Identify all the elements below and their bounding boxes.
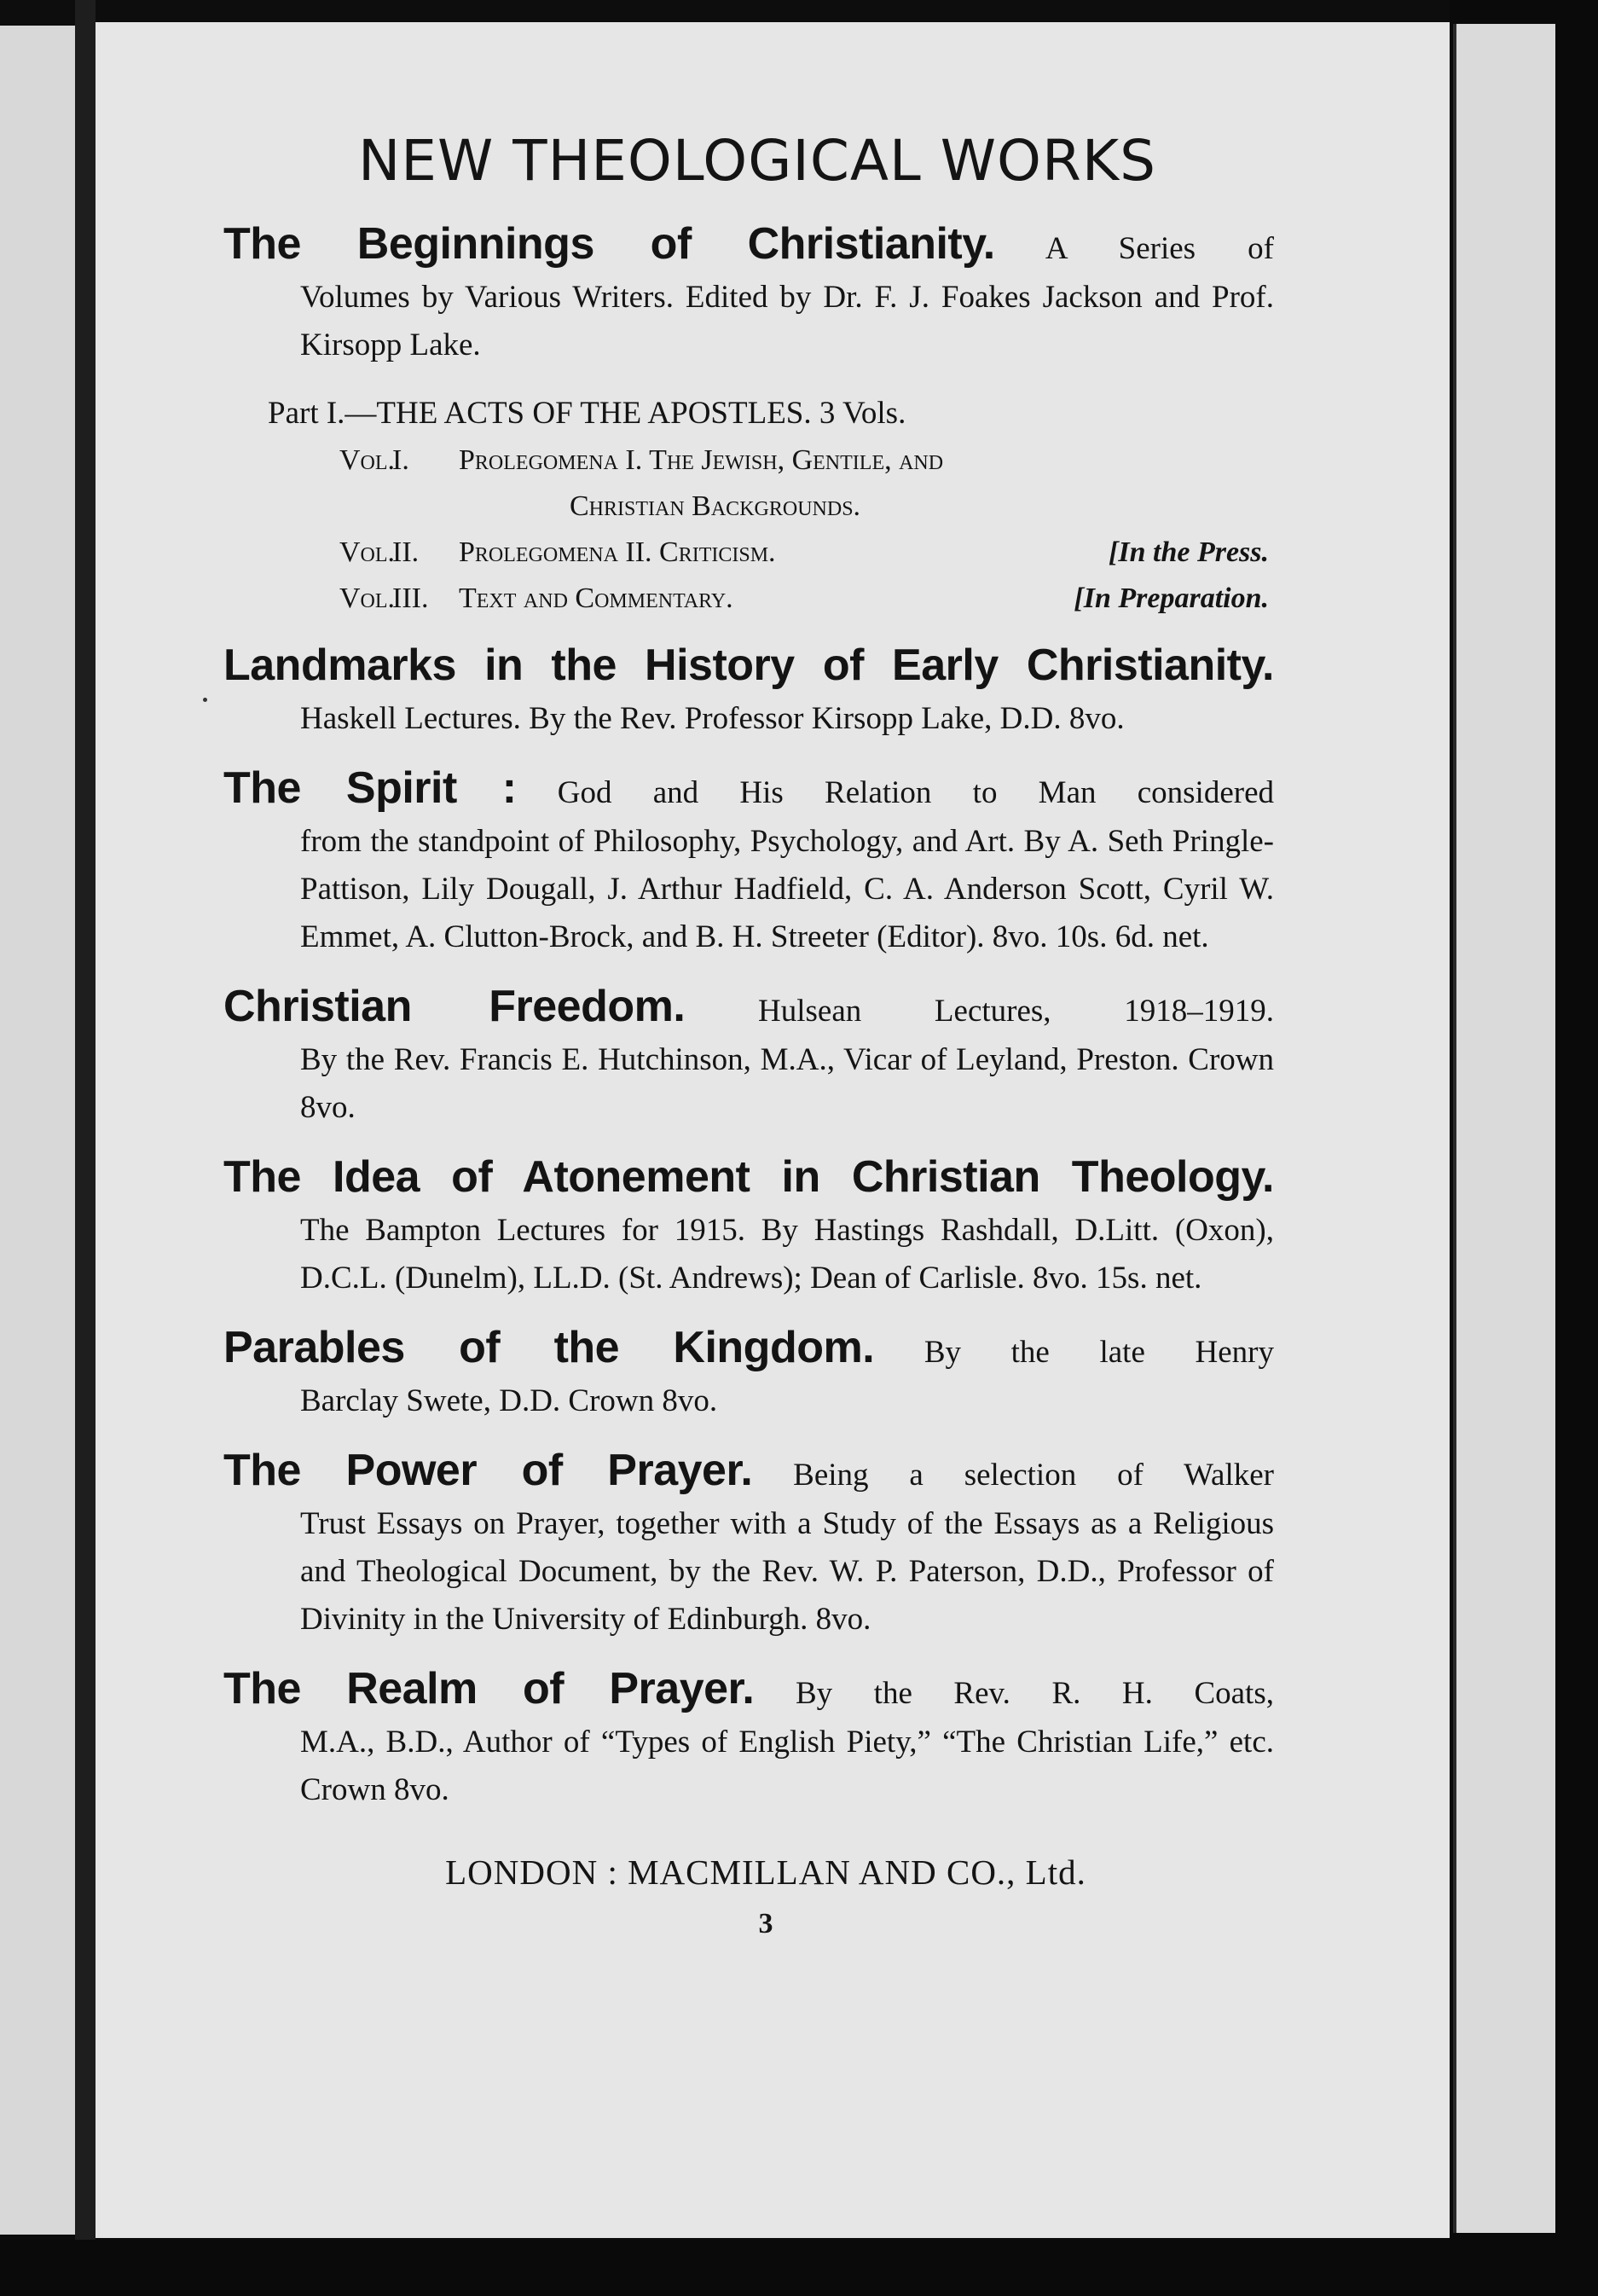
entry-christian-freedom [223, 982, 1274, 1132]
entry-idea-of-atonement [223, 1152, 1274, 1302]
entry-first-line [223, 1323, 1274, 1377]
entry-description: M.A., B.D., Author of “Types of English Piety,” “The Christian Life,” etc. Crown 8vo. [300, 1725, 1274, 1807]
entry-first-line [223, 763, 1274, 818]
entry-description: The Bampton Lectures for 1915. By Hastings Rashdall, D.Litt. (Oxon), D.C.L. (Dunelm), LL.D. (St. Andrews); Dean of Carlisle. 8vo. 15s. net. [300, 1213, 1274, 1296]
entry-first-text: God and His Relation to Man considered [557, 775, 1275, 810]
entry-first-text: Hulsean Lectures, 1918–1919. [758, 994, 1274, 1029]
entry-description: Volumes by Various Writers. Edited by Dr. F. J. Foakes Jackson and Prof. Kirsopp Lake. [300, 280, 1274, 362]
volume-title: Prolegomena I. The Jewish, Gentile, and [459, 444, 944, 476]
volume-label: Vol. [339, 536, 396, 568]
volume-row [339, 576, 1269, 622]
entry-title: The Power of Prayer. [223, 1446, 753, 1495]
entry-landmarks [223, 641, 1274, 743]
entry-first-text: Being a selection of Walker [793, 1458, 1274, 1493]
entry-power-of-prayer [223, 1446, 1274, 1644]
volume-label: Vol. [339, 444, 396, 476]
entry-title: The Realm of Prayer. [223, 1664, 755, 1713]
volume-title-continuation: Christian Backgrounds. [570, 490, 861, 522]
volume-list [223, 390, 1274, 622]
entry-first-line [223, 1152, 1274, 1207]
entry-the-spirit [223, 763, 1274, 961]
right-page-edge [1453, 24, 1555, 2233]
entry-parables-of-the-kingdom [223, 1323, 1274, 1425]
entry-first-line [223, 982, 1274, 1036]
entry-description: from the standpoint of Philosophy, Psychology, and Art. By A. Seth Pringle-Pattison, Lily Dougall, J. Arthur Hadfield, C. A. Anderson Scott, Cyril W. Emmet, A. Clutton-Brock, and B. H. Streeter (Editor). 8vo. 10s. 6d. net. [300, 824, 1274, 954]
entry-title: The Spirit : [223, 763, 517, 813]
entry-first-text: A Series of [1045, 231, 1274, 266]
entry-title: Christian Freedom. [223, 982, 686, 1031]
part-heading: Part I.—THE ACTS OF THE APOSTLES. 3 Vols. [268, 396, 906, 431]
entry-title: Landmarks in the History of Early Christianity. [223, 641, 1274, 690]
volume-status: [In the Press. [1109, 536, 1269, 568]
page-title: NEW THEOLOGICAL WORKS [357, 128, 1157, 194]
entry-first-line [223, 1446, 1274, 1500]
book-spine-shadow [75, 0, 96, 2296]
entry-title: Parables of the Kingdom. [223, 1323, 875, 1372]
entry-description: Haskell Lectures. By the Rev. Professor Kirsopp Lake, D.D. 8vo. [300, 701, 1125, 736]
entry-first-text: By the Rev. R. H. Coats, [795, 1676, 1274, 1711]
entry-first-line [223, 219, 1274, 274]
entry-title: The Beginnings of Christianity. [223, 219, 995, 269]
volume-row [339, 438, 1269, 484]
volume-label: Vol. [339, 583, 396, 614]
entry-realm-of-prayer [223, 1664, 1274, 1814]
publisher-imprint: LONDON : MACMILLAN AND CO., Ltd. [445, 1852, 1086, 1892]
page-content [223, 128, 1274, 1940]
volume-title: Prolegomena II. Criticism. [459, 536, 776, 568]
bottom-scan-border [0, 2240, 1598, 2296]
volume-number: III. [392, 583, 429, 614]
entry-description: By the Rev. Francis E. Hutchinson, M.A., Vicar of Leyland, Preston. Crown 8vo. [300, 1042, 1274, 1125]
volume-number: I. [392, 444, 409, 476]
volume-number: II. [392, 536, 420, 568]
entry-description: Barclay Swete, D.D. Crown 8vo. [300, 1383, 718, 1418]
entry-first-line [223, 641, 1274, 695]
entry-beginnings-of-christianity [223, 219, 1274, 369]
page-number: 3 [758, 1908, 773, 1939]
entry-description: Trust Essays on Prayer, together with a Study of the Essays as a Religious and Theological Document, by the Rev. W. P. Paterson, D.D., Professor of Divinity in the University of Edinburgh. 8vo. [300, 1506, 1274, 1637]
entry-first-text: By the late Henry [923, 1335, 1274, 1370]
volume-status: [In Preparation. [1074, 583, 1269, 614]
left-page-edge [0, 26, 75, 2235]
entry-title: The Idea of Atonement in Christian Theology. [223, 1152, 1274, 1202]
scan-speck [203, 698, 207, 702]
volume-row [339, 530, 1269, 576]
entry-first-line [223, 1664, 1274, 1719]
volume-title: Text and Commentary. [459, 583, 733, 614]
